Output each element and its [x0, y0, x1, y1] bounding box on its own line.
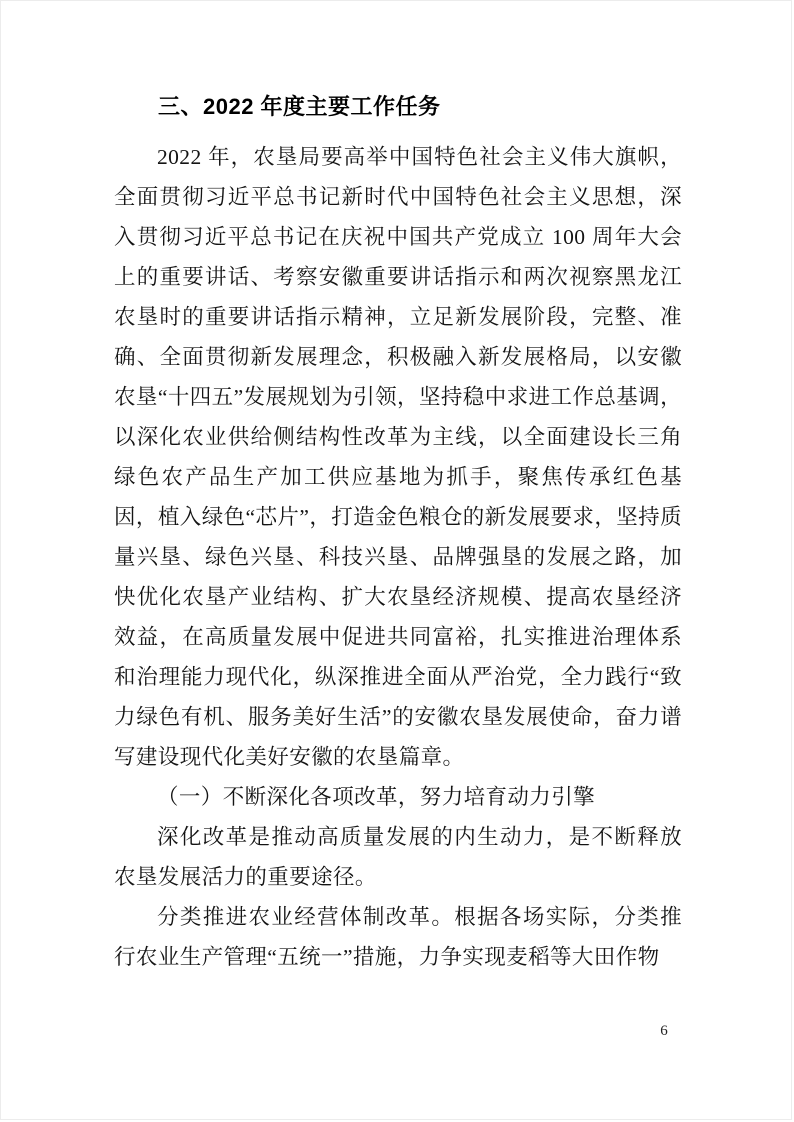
paragraph-classified-reform: 分类推进农业经营体制改革。根据各场实际，分类推行农业生产管理“五统一”措施，力争实现麦稻等大田作物: [114, 905, 682, 969]
paragraph-subitem-1-heading: （一）不断深化各项改革，努力培育动力引擎: [157, 785, 596, 809]
paragraph-reform-intro: 深化改革是推动高质量发展的内生动力，是不断释放农垦发展活力的重要途径。: [114, 825, 682, 889]
document-body: [114, 87, 682, 977]
section-heading: 三、2022 年度主要工作任务: [158, 94, 441, 119]
paragraph-main: 2022 年，农垦局要高举中国特色社会主义伟大旗帜，全面贯彻习近平总书记新时代中国特色社会主义思想，深入贯彻习近平总书记在庆祝中国共产党成立 100 周年大会上的重要讲话、考察安徽重要讲话指示和两次视察黑龙江农垦时的重要讲话指示精神，立足新发展阶段，完整、准确、全面贯彻新发展理念，积极融入新发展格局，以安徽农垦“十四五”发展规划为引领，坚持稳中求进工作总基调，以深化农业供给侧结构性改革为主线，以全面建设长三角绿色农产品生产加工供应基地为抓手，聚焦传承红色基因，植入绿色“芯片”，打造金色粮仓的新发展要求，坚持质量兴垦、绿色兴垦、科技兴垦、品牌强垦的发展之路，加快优化农垦产业结构、扩大农垦经济规模、提高农垦经济效益，在高质量发展中促进共同富裕，扎实推进治理体系和治理能力现代化，纵深推进全面从严治党，全力践行“致力绿色有机、服务美好生活”的安徽农垦发展使命，奋力谱写建设现代化美好安徽的农垦篇章。: [114, 145, 682, 769]
page-number: 6: [660, 1023, 668, 1039]
